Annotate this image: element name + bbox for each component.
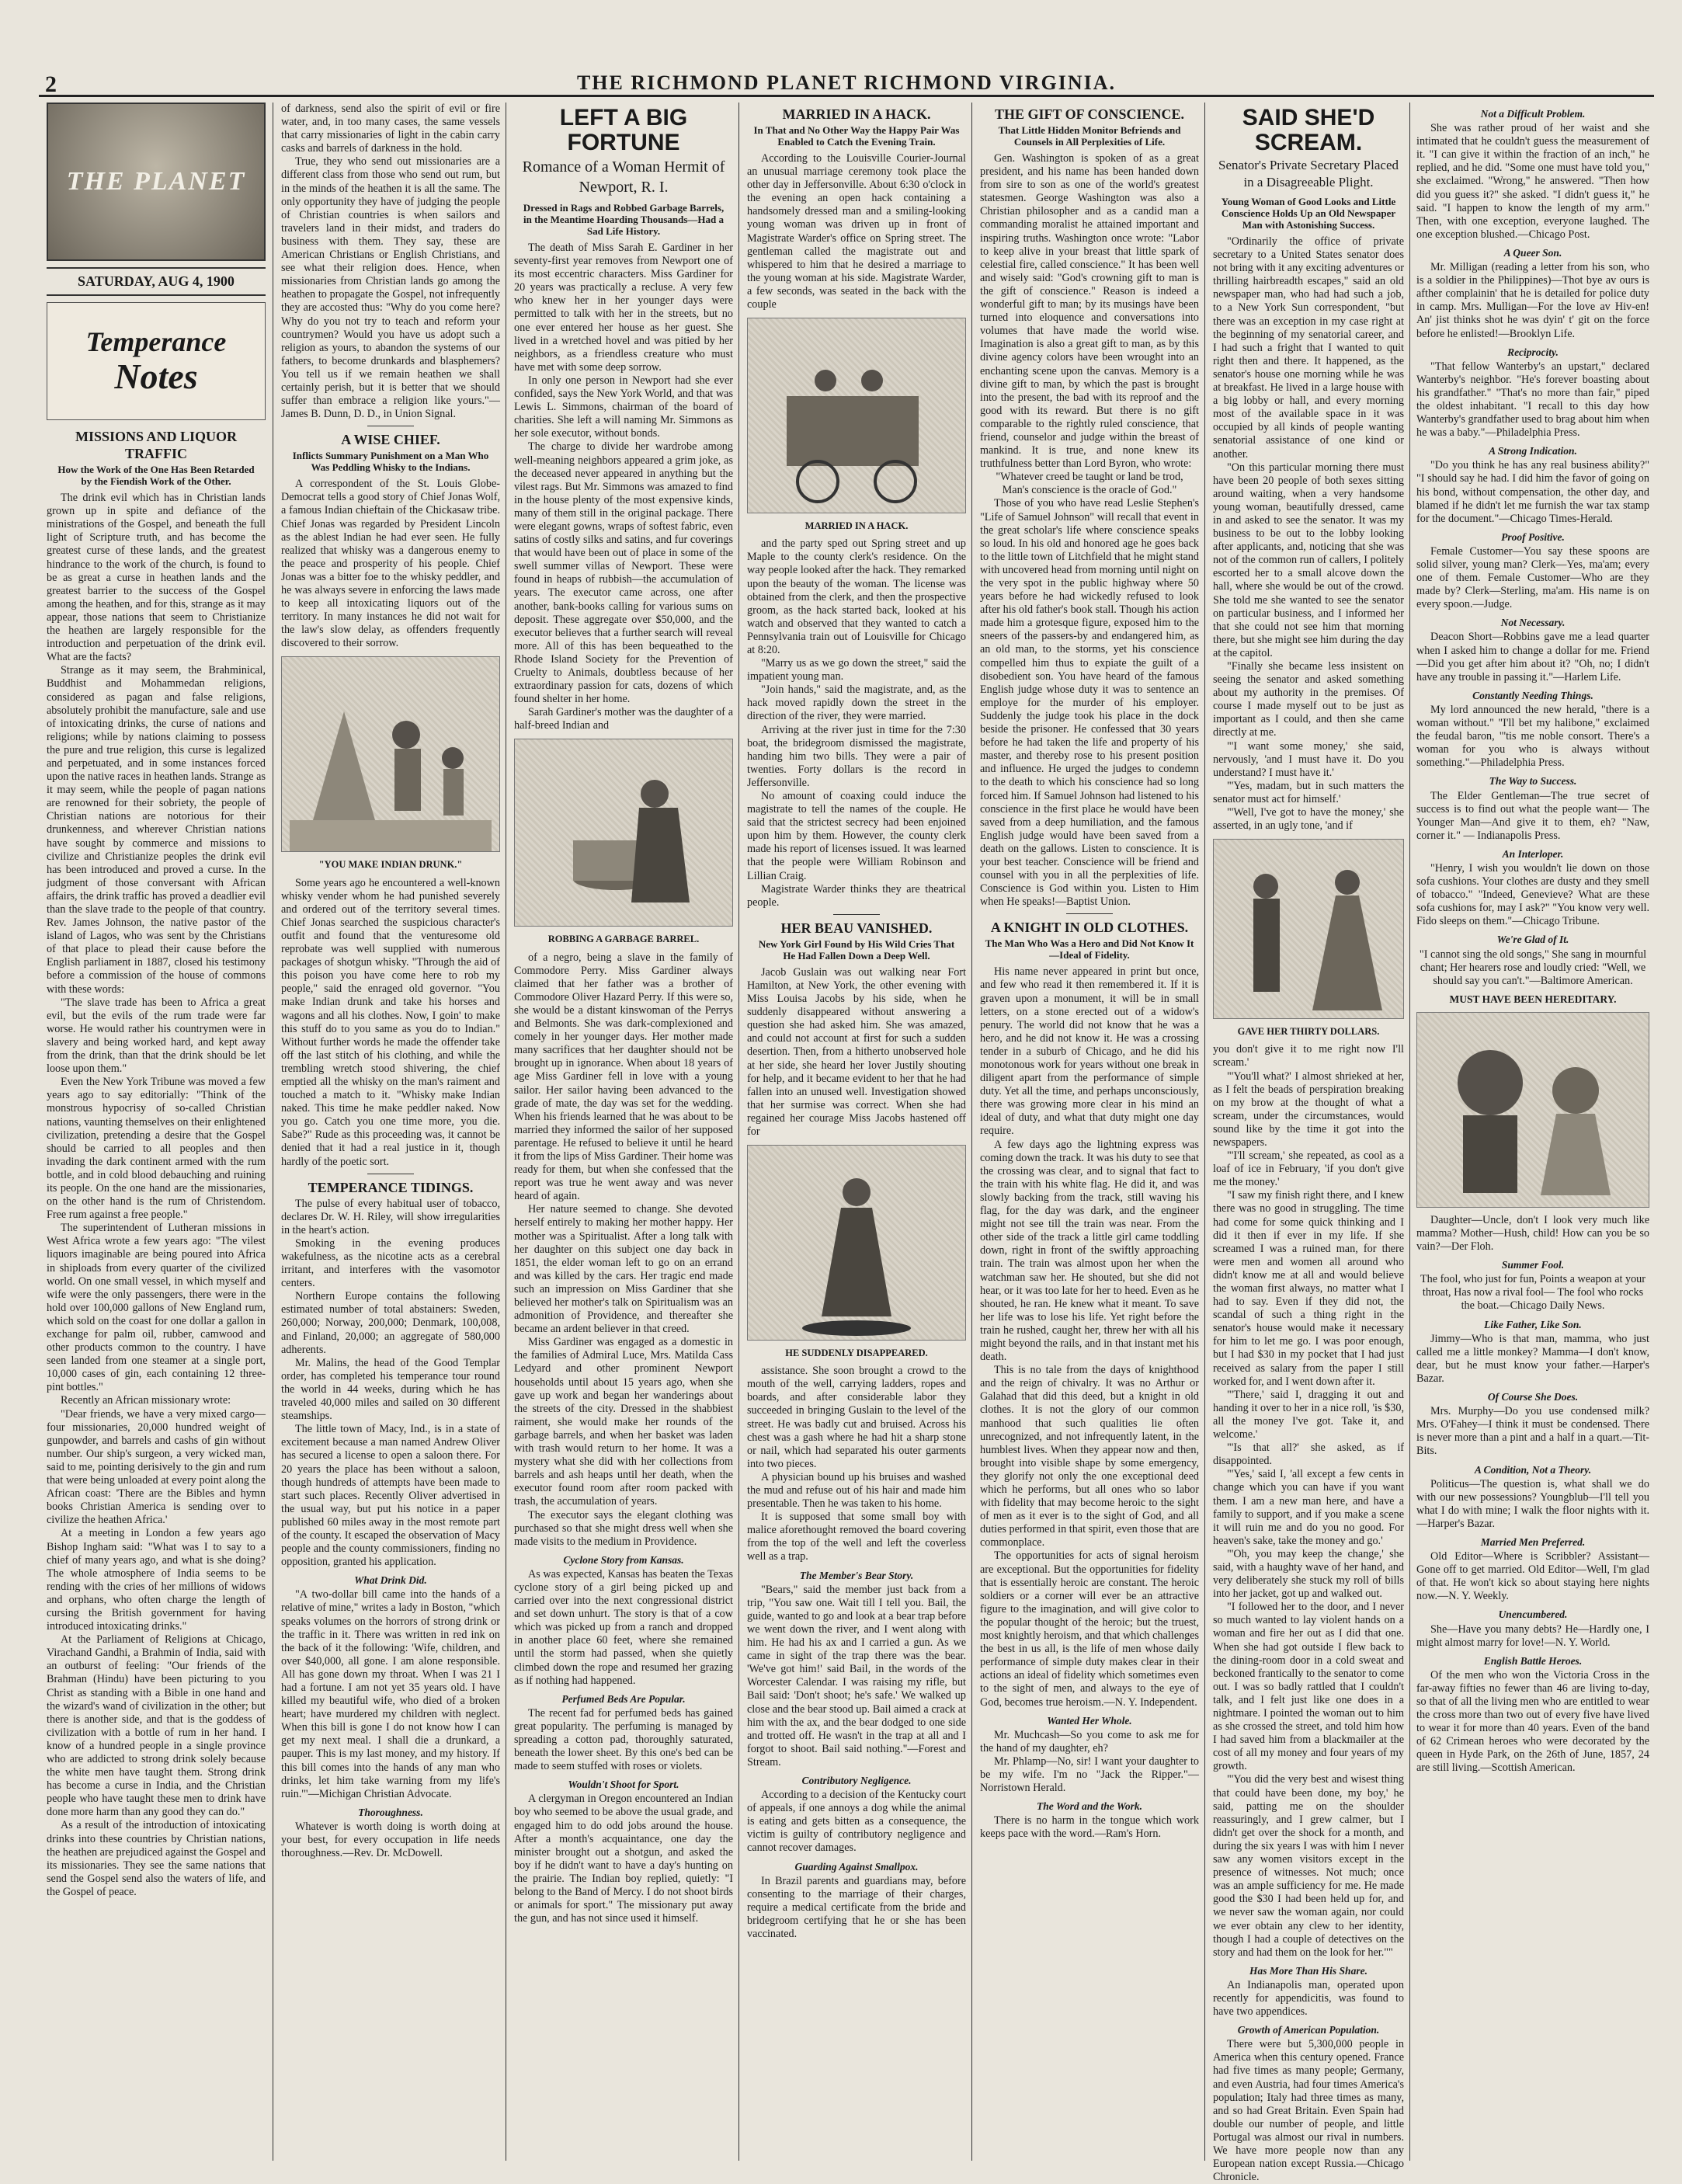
issue-date: SATURDAY, AUG 4, 1900 xyxy=(47,267,266,296)
headline-guarding-smallpox: Guarding Against Smallpox. xyxy=(794,1860,919,1873)
headline-perfumed-beds: Perfumed Beds Are Popular. xyxy=(561,1692,686,1705)
caption-gave-her-thirty-dollars: GAVE HER THIRTY DOLLARS. xyxy=(1237,1026,1380,1038)
column-5: THE GIFT OF CONSCIENCE. That Little Hidden Monitor Befriends and Counsels in All Perplexities of Life. Gen. Washington is spoken of as a great president, and his name has been handed down from sire to son as one of the world's greatest statesmen. George Washington was also a Christian philosopher and as a candid man a commanding moralist he attained important and inspiring truths. Washington once wrote: "Labor to keep alive in your breast that little spark of celestial fire, called conscience." It has been well and wisely said: "God's crowning gift to man is the gift of conscience." Reason is indeed a wonderful gift to man; by its musings have been turned into eloquence and conversations into volumes that have made the world wise. Imagination is also a great gift to man, as by this divine agency colors have been wrought into an enchanting scene upon the canvas. Memory is a divine gift to man, by which the past is brought into the present, the bad with its reproof and the good with its reward. But there is no gift comparable to the rightly ruled conscience, that friend, counselor and judge within the breast of mankind. It is true, and none knew its truthfulness better than Lord Byron, who wrote: "Whatever creed be taught or land be trod, Man's conscience is the oracle of God." Those of you who have read Leslie Stephen's "Life of Samuel Johnson" will recall that event in the great scholar's life where conscience speaks so loud. In his old and honored age he goes back to the little town of Litchfield that he might stand with uncovered head from morning until night on the very spot in the public highway where 50 years before he had wickedly refused to look after his old father's book stall. Though his action made him a grotesque figure, exposed him to the sneers of the passers-by and endangered him, as an old man, to the storms, yet his conscience compelled him thus to expiate the guilt of a disobedient son. You have heard of the famous English judge whose duty it was to sentence an employe for the murder of his employer. Suddenly the judge took his place in the dock beside the prisoner. He confessed that 30 years before he had taken the life and property of his master, and thereby rose to his present position and influence. He urged the judges to condemn to the death to which his conscience had so long forced him. If Samuel Johnson had listened to his conscience in the first place he would have been saved from a deep humiliation, and the famous English judge would have been saved from a death on the gallows. Listen to conscience. It is your best teacher. Conscience will be friend and counsel with you in all the perplexities of life. Conscience is God within you. Listen to Him when He speaks!—Baptist Union. A KNIGHT IN OLD CLOTHES. The Man Who Was a Hero and Did Not Know It—Ideal of Fidelity. His name never appeared in print but once, and few who read it then remembered it. If it is graven upon a monument, it will be in small letters, on a stone erected out of a widow's penury. The world did not know that he was a hero, and he did not know it. He was a crossing tender in a suburb of Chicago, and he did his monotonous work for years without one break in diligent apart from the performance of simple duty. Yet all the time, and perhaps unconsciously, there was growing more clear in his mind an ideal of duty, and what that duty might one day require. A few days ago the lightning express was coming down the track. It was his duty to see that the crossing was clear, and to signal that fact to the train with his white flag. He did it, and was slowly backing from the track, still waving his flag, for the day was dark, and the engineer might not see till the train was near. From the other side of the track a little girl came toddling down, right in front of the swiftly approaching train. The train was almost upon her when the watchman saw her. He shouted, but she did not hear, or it was too late for her to heed. Even as he shouted, he ran. He knew what it meant. To save her life was to lose his life. Yet right before the train he rushed, caught her, threw her with all his might beyond the rails, and in that instant met his death. This is no tale from the days of knighthood and the reign of chivalry. It was no Arthur or Galahad that did this deed, but a knight in old clothes. It is not the glory of our common manhood that such qualities lie often unrecognized, and not infrequently latent, in the humblest lives. When they appear now and then, brought into visible shape by some emergency, they glorify not only the one exceptional deed which he performs, but all ones who so labor with fidelity that may become heroic to the sight of men as it ever is to the sight of God, and all duties performed in that spirit, even those that are commonplace. The opportunities for acts of signal heroism are exceptional. But the opportunities for fidelity that is essentially heroic are constant. The heroic soldiers or a corner will ever be an attractive figure to the imagination, and will give color to the popular thought of the heroic; but the truest, most knightly heroism, and that which challenges the best in us all, is the life of men whose daily performance of simple duty makes clear in their actions an ideal of fidelity which sometimes even to the sight of men, and always to the eye of God, becomes true heroism.—N. Y. Independent. Wanted Her Whole. Mr. Muchcash—So you come to ask me for the hand of my daughter, eh? Mr. Phlamp—No, sir! I want your daughter to be my wife. I'm no "Jack the Ripper."—Norristown Herald. The Word and the Work. There is no harm in the tongue which work keeps pace with the word.—Ram's Horn. xyxy=(980,106,1199,1841)
column-4: MARRIED IN A HACK. In That and No Other Way the Happy Pair Was Enabled to Catch the Evening Train. According to the Louisville Courier-Journal an unusual marriage ceremony took place the other day in Jeffersonville. About 6:30 o'clock in the evening an open hack containing a handsomely dressed man and a smiling-looking young woman was driven up in front of Magistrate Warder's office on Spring street. The gentleman called the magistrate out and whispered to him that he desired a marriage to the young woman at his side. Magistrate Warder, a few seconds, was seated in the back with the couple MARRIED IN A HACK. and the party sped out Spring street and up Maple to the county clerk's residence. On the way people looked after the hack. They remarked upon the beauty of the woman. The license was obtained from the clerk, and then the prospective groom, as the hack started back, looked at his watch and observed that they wanted to catch a Pennsylvania train out of Louisville for Chicago at 8:20. "Marry us as we go down the street," said the impatient young man. "Join hands," said the magistrate, and, as the hack moved rapidly down the street in the direction of the river, they were married. Arriving at the river just in time for the 7:30 boat, the bridegroom dismissed the magistrate, handing him two bills. They were a pair of twenties. Forty dollars is the record in Jeffersonville. No amount of coaxing could induce the magistrate to tell the names of the couple. He said that the strictest secrecy had been enjoined upon him by them. However, the county clerk made his report of licenses issued. It was learned that the people were William Robinson and Lillian Craig. Magistrate Warder thinks they are theatrical people. HER BEAU VANISHED. New York Girl Found by His Wild Cries That He Had Fallen Down a Deep Well. Jacob Guslain was out walking near Fort Hamilton, at New York, the other evening with Miss Louisa Jacobs by his side, when he suddenly disappeared without answering a question she had asked him. She was amazed, and could not account at first for such a sudden desertion. Then, from a hitherto unobserved hole at her side, she heard her lover Justily shouting for help, and it became evident to her that he had fallen into an unused well. Investigation showed that her surmise was correct. When she had regained her courage Miss Jacobs hastened off for HE SUDDENLY DISAPPEARED. assistance. She soon brought a crowd to the mouth of the well, carrying ladders, ropes and boards, and after considerable labor they succeeded in bringing Guslain to the level of the street. He was badly cut and bruised. Across his chest was a gash where he had hit a sharp stone or nail, which had separated his outer garments into two pieces. A physician bound up his bruises and washed the mud and refuse out of his hair and made him presentable. Then he was taken to his home. It is supposed that some small boy with malice aforethought removed the board covering from the top of the well and left the coverless well as a trap. The Member's Bear Story. "Bears," said the member just back from a trip, "You saw one. Wait till I tell you. Bail, the guide, wanted to go and look at a bear trap before we went down the river, and I went along with him. He had his ax and I carried a gun. As we came in sight of the trap there was the bear. 'We've got him!' said Bail, in the words of the Worcester Calendar. I was raising my rifle, but Bail said: 'Don't shoot; he's safe.' We walked up close and the bear stood up. Bail aimed a crack at him with the ax, and the bear dodged to one side and trotted off. He wasn't in the trap at all and I forgot to shoot. Bail said nothing."—Forest and Stream. Contributory Negligence. According to a decision of the Kentucky court of appeals, if one annoys a dog while the animal is eating and gets bitten as a consequence, the victim is guilty of contributory negligence and cannot recover damages. Guarding Against Smallpox. In Brazil parents and guardians may, before consenting to the marriage of their charges, require a medical certificate from the bride and bridegroom certifying that he or she has been vaccinated. xyxy=(747,106,966,1940)
column-2: of darkness, send also the spirit of evil or fire water, and, in too many cases, the same vessels that carry missionaries of light in the cabin carry casks and barrels of darkness in the hold. True, they who send out missionaries are a different class from those who send out rum, but in the minds of the heathen it is all the same. The only opportunity they have of judging the people of Christian countries is when sailors and travelers land in their midst, and traders do business with them. They say, these are American Christians or English Christians, and see what their religion does. Hence, when missionaries from Christian lands go among the heathen to propagate the Gospel, not infrequently they are accosted thus: "Why do you come here? Why do you not try to teach and reform your countrymen? Would you have us adopt such a religion as yours, to abandon the systems of our fathers, to become drunkards and blasphemers? You tell us if we remain heathen we shall certainly perish, but it is better that we should suffer than embrace a religion like yours."—James B. Dunn, D. D., in Union Signal. A WISE CHIEF. Inflicts Summary Punishment on a Man Who Was Peddling Whisky to the Indians. A correspondent of the St. Louis Globe-Democrat tells a good story of Chief Jonas Wolf, a famous Indian chieftain of the Chickasaw tribe. Chief Jonas was regarded by President Lincoln as the ablest Indian he had ever seen. He fully realized that whisky was a dangerous enemy to the peace and prosperity of his people. Chief Jonas was a bitter foe to the whisky peddler, and he was always severe in enforcing the laws made to keep all intoxicating liquors out of the territory. In many instances he did not wait for the law's slow delay, as offenders frequently discovered to their sorrow. "YOU MAKE INDIAN DRUNK." Some years ago he encountered a well-known whisky vender whom he had punished severely and ordered out of the territory several times. Chief Jonas searched the suspicious character's outfit and found that the venturesome old reprobate was well supplied with numerous packages of shotgun whisky. "Through the aid of this poison you have come here to rob my people," said the enraged old governor. "You make Indian drunk and take his horses and wagons and all his clothes. Now, I goin' to make this stuff do to you same as you do to Indian." Without further words he made the offender take off the last stitch of his clothing, and while the trembling wretch stood shivering, the chief emptied all the whisky on the man's raiment and touched a match to it. "Whisky make Indian naked. This time he make peddler naked. Now you go. Catch you one time more, you die. Sabe?" Rude as this proceeding was, it cannot be denied that it had a real justice in it, though hardly of the poetic sort. TEMPERANCE TIDINGS. The pulse of every habitual user of tobacco, declares Dr. W. H. Riley, will show irregularities in the heart's action. Smoking in the evening produces wakefulness, as the nicotine acts as a cerebral irritant, and interferes with the vasomotor centers. Northern Europe contains the following estimated number of total abstainers: Sweden, 260,000; Norway, 200,000; Denmark, 100,008, and Finland, 20,000; an aggregate of 580,000 adherents. Mr. Malins, the head of the Good Templar order, has completed his temperance tour round the world in 44 weeks, during which he has traveled 40,000 miles and sailed on 30 different steamships. The little town of Macy, Ind., is in a state of excitement because a man named Andrew Oliver has secured a license to open a saloon there. For 20 years the place has been without a saloon, though hundreds of attempts have been made to start such places. Recently Oliver advertised in the usual way, but put his notice in a paper published 60 miles away in the most remote part of the county. It escaped the observation of Macy people and the county commissioners, finding no opposition, granted his application. What Drink Did. "A two-dollar bill came into the hands of a relative of mine," writes a lady in Boston, "which speaks volumes on the horrors of strong drink or the traffic in it. There was written in red ink on the back of it the following: 'Wife, children, and over $40,000, all gone. I am alone responsible. All has gone down my throat. When I was 21 I had a fortune. I am not yet 35 years old. I have killed my beautiful wife, who died of a broken heart; have murdered my children with neglect. When this bill is gone I do not know how I can get my next meal. I shall die a drunkard, a pauper. This is my last money, and my history. If this bill comes into the hands of any man who drinks, let him take warning from my life's ruin.'"—Michigan Christian Advocate. Thoroughness. Whatever is worth doing is worth doing at your best, for every occupation in life needs thoroughness.—Rev. Dr. McDowell. xyxy=(281,103,500,1860)
column-3: LEFT A BIG FORTUNE Romance of a Woman Hermit of Newport, R. I. Dressed in Rags and Robbed Garbage Barrels, in the Meantime Hoarding Thousands—Had a Sad Life History. The death of Miss Sarah E. Gardiner in her seventy-first year removes from Newport one of its most eccentric characters. Miss Gardiner for 20 years was practically a recluse. A very few who knew her in her younger days were permitted to talk with her in the streets, but no one ever entered her house as her guest. She lived in a wretched hovel and was pitied by her neighbors, as a friendless creature who must have met with some deep sorrow. In only one person in Newport had she ever confided, says the New York World, and that was Lewis L. Simmons, chairman of the board of charities. She left a will naming Mr. Simmons as her sole executor, without bonds. The charge to divide her wardrobe among well-meaning neighbors appeared a grim joke, as the deceased never appeared in anything but the vilest rags. But Mr. Simmons was amazed to find in the house plenty of the most expensive kinds, many of them still in the original package. There were elegant gowns, wraps of softest fabric, even satins of costly silks and satins, and fur coverings that would have been out of place in some of the swell summer villas of Newport. These were found in heaps of rubbish—the accumulation of years. The executor came across, one after another, bank-books calling for various sums on deposit. These aggregate over $50,000, and the executor believes that a further search will reveal more. All of this has been bequeathed to the Rhode Island Society for the Prevention of Cruelty to Animals, doubtless because of her extraordinary passion for cats, dozens of which found shelter in her home. Sarah Gardiner's mother was the daughter of a half-breed Indian and ROBBING A GARBAGE BARREL. of a negro, being a slave in the family of Commodore Perry. Miss Gardiner always claimed that her father was a brother of Commodore Oliver Hazard Perry. If this were so, she would be a distant kinswoman of the Perrys and Belmonts. She was dark-complexioned and comely in her younger days. Her mother made many sacrifices that her daughter should not be brought up in ignorance. When about 18 years of age Miss Gardiner fell in love with a young sailor. Her sailor having been advanced to the grade of mate, the day was set for the wedding. When his friends learned that he was about to be married they informed the sailor of her supposed parentage. He refused to believe it until he heard it from the lips of Miss Gardiner. Their home was ready for them, but when she confessed that the report was true he went away and was never heard of again. Her nature seemed to change. She devoted herself entirely to making her mother happy. Her mother was a Spiritualist. After a long talk with her daughter on this subject one day back in 1851, the elder woman left to go on an errand and was killed by the cars. Her tragic end made such an impression on Miss Gardiner that she believed her mother's talk on Spiritualism was an admonition of Providence, and thereafter she became an ardent believer in that creed. Miss Gardiner was engaged as a domestic in the families of Admiral Luce, Mrs. Matilda Cass Ledyard and other prominent Newport households until about 15 years ago, when she gave up work and began her wanderings about the streets of the city. Dressed in the shabbiest raiment, she would make her rounds of the garbage barrels, and when her basket was laden with trash would return to her home. It was a mystery what she did with her collections from barrels and ash heaps until her death, when the executor found room after room packed with trash, the accumulation of years. The executor says the elegant clothing was purchased so that she might dress well when she made visits to the medium in Providence. Cyclone Story from Kansas. As was expected, Kansas has beaten the Texas cyclone story of a girl being picked up and carried over into the next congressional district and set down unhurt. The story is that of a cow which was picked up from a ranch and dropped in another place 60 feet, where she remained until the storm had passed, when she quietly climbed down the rope and resumed her grazing as if nothing had happened. Perfumed Beds Are Popular. The recent fad for perfumed beds has gained great popularity. The perfuming is managed by spreading a cotton pad, thoroughly saturated, beneath the lower sheet. By this one's bed can be made to seem stuffed with roses or violets. Wouldn't Shoot for Sport. A clergyman in Oregon encountered an Indian boy who seemed to be above the usual grade, and engaged him to do odd jobs around the house. After a month's acquaintance, one day the minister brought out a shotgun, and asked the boy if he didn't want to have a day's hunting on the prairie. The Indian boy replied, quietly: "I belong to the Band of Mercy. I do not shoot birds or animals for sport." The missionary put away the gun, and has not since used it himself. xyxy=(514,105,733,1925)
headline-wanted-her-whole: Wanted Her Whole. xyxy=(1047,1714,1132,1727)
caption-he-suddenly-disappeared: HE SUDDENLY DISAPPEARED. xyxy=(785,1348,928,1359)
deck-gift-of-conscience: That Little Hidden Monitor Befriends and Counsels in All Perplexities of Life. xyxy=(998,124,1181,148)
headline-missions: MISSIONS AND LIQUOR TRAFFIC xyxy=(75,429,238,462)
column-6: SAID SHE'D SCREAM. Senator's Private Secretary Placed in a Disagreeable Plight. Young Woman of Good Looks and Little Conscience Holds Up an Old Newspaper Man with Astonishing Success. "Ordinarily the office of private secretary to a United States senator does not bring with it any exciting adventures or thrilling hairbreadth escapes," said an old newspaper man, who had had such a job, to a New York Sun correspondent, "but there was an exception in my case right at the beginning of my senatorial career, and I had such a fright that I wanted to quit right then and there. It happened, as the senator's house one morning while he was at breakfast. He lived in a large house with a big lobby or hall, and every morning most of the available space in it was occupied by all kinds of people wanting senatorial assistance of one kind or another. "On this particular morning there must have been 20 people of both sexes sitting around waiting, when a very handsome young woman, beautifully dressed, came in and asked to see the senator. It was my business to be out to the lobby looking after applicants, and, noticing that she was not of the common run of callers, I politely escorted her to a small alcove down the hall, where she would be out of the crowd. She told me she wanted to see the senator on particular business, and I informed her that she could not see him that morning there, but she might see him during the day at the capitol. "Finally she became less insistent on seeing the senator and asked something about my authority in the premises. Of course I made myself out to be just as important as I could, and then she came directly at me. "'I want some money,' she said, nervously, 'and I must have it. Do you understand? I must have it.' "'Yes, madam, but in such matters the senator must act for himself.' "'Well, I've got to have the money,' she asserted, in an ugly tone, 'and if GAVE HER THIRTY DOLLARS. you don't give it to me right now I'll scream.' "'You'll what?' I almost shrieked at her, as I felt the beads of perspiration breaking on my brow at the thought of what a scream, under the circumstances, would sound like by the time it got into the newspapers. "'I'll scream,' she repeated, as cool as a loaf of ice in February, 'if you don't give me the money.' "I saw my finish right there, and I knew there was no good in struggling. The time had come for some quick thinking and I did it then if ever in my life. If she screamed I was a ruined man, for there were men and women all around who didn't know me at all and would believe the woman first always, no matter what I had to say. Even if they did not, the scandal of such a thing right in the senator's house would make it necessary for him to let me go. I was poor enough, but I had $30 in my pocket that I had just received as salary from the paper I still worked for, and I went down after it. "'There,' said I, dragging it out and handing it over to her in a nice roll, 'is $30, all the money I've got. Take it, and welcome.' "'Is that all?' she asked, as if disappointed. "'Yes,' said I, 'all except a few cents in change which you can have if you want them. I am a new man here, and have a family to support, and if you make a scene it will ruin me and do you no good. For heaven's sake, take the money and go.' "'Oh, you may keep the change,' she said, with a haughty wave of her hand, and very deliberately she stuck my roll of bills into her jacket, got up and walked out. "I followed her to the door, and I never so much wanted to lay violent hands on a woman and fire her out as I did that one. When she had got outside I flew back to the dining-room door in a cold sweat and beckoned frantically to the senator to come out. I was so badly rattled that I couldn't talk, and I felt just like one does in a nightmare. I pointed the woman out to him as she crossed the street, and told him how I had saved him from a blackmailer at the cost of all my money and four years of my growth. "'You did the very best and wisest thing that could have been done, my boy,' he said, patting me on the shoulder reassuringly, and I grew calmer, but I didn't get over the shock for a month, and during the six years I was with him I never saw any women visitors except in the presence of witnesses. Not much; once was an ample sufficiency for me. He made good the $30 I had been held up for, and we never saw the woman again, nor could we ever obtain any clew to her identity, though I had a couple of detectives on the story and had them on the look for her."" Has More Than His Share. An Indianapolis man, operated upon recently for appendicitis, was found to have two appendices. Growth of American Population. There were but 5,300,000 people in America when this century opened. France had five times as many people; Germany, and even Austria, had four times America's population; Italy had three times as many, and so had Great Britain. Even Spain had double our number of people, and little Portugal was almost our rival in numbers. We have more people now than any European nation except Russia.—Chicago Chronicle. xyxy=(1213,105,1404,2184)
headline-word-and-work: The Word and the Work. xyxy=(1037,1800,1142,1813)
illustration-garbage-barrel xyxy=(514,739,733,927)
headline-knight-in-old-clothes: A KNIGHT IN OLD CLOTHES. xyxy=(990,920,1189,936)
article-missions-body: The drink evil which has in Christian lands grown up in spite and defiance of the ministrations of the Gospel, and beneath the full light of Scripture truth, and has become the greatest curse of these lands, and the greatest hindrance to the work of the church, is found to be as great a curse in heathen lands and the greatest barrier to the success of the Gospel among the heathen, and for this, strange as it may appear, those nations that seem to Christianize the heathen are largely responsible for the introduction and perpetuation of the drink evil. What are the facts? Strange as it may seem, the Brahminical, Buddhist and Mohammedan religions, considered as pagan and false religions, absolutely prohibit the manufacture, sale and use of intoxicating drinks, the curse of nations and religions; while by nations claiming to possess the pure and true religion, this curse is legalized and perpetuated, and in some instances forced upon the native races in heathen lands. Strange as it may seem, while the people of pagan nations are renowned for their sobriety, the people of Christian nations are notorious for their drunkenness, and wherever Christian nations have sought by commerce and missions to civilize and Christianize peoples the drink evil has been introduced and proved a curse. In the judgment of those conversant with African affairs, the drink traffic has proved a deadlier evil than the slave trade to the people of that country. Rev. James Johnson, the native pastor of the island of Lagos, who was sent by the Christians of that place to plead their cause before the English parliament in 1887, closed his testimony before a commission of the house of commons with these words: "The slave trade has been to Africa a great evil, but the evils of the rum trade were far worse. He would rather his countrymen were in slavery and being worked hard, and kept away from the drink, than that the drink should be let loose upon them." Even the New York Tribune was moved a few years ago to say editorially: "Think of the monstrous hypocrisy of so-called Christian nations, vaunting themselves on their enlightened civilization, pretending a desire that the Gospel should be carried to all peoples and then invading the dark continent armed with the rum bottle, and in cold blood debauching and ruining its people. On the one hand are the missionaries, on the other hand is the rum of Christendom. Free rum against a free people." The superintendent of Lutheran missions in West Africa wrote a few years ago: "The vilest liquors imaginable are being poured into Africa in shiploads from every quarter of the civilized world. On one small vessel, in which myself and wife were the only passengers, there were in the hold over 100,000 gallons of New England rum, which sold on the coast for one dollar a gallon in exchange for palm oil, rubber, camwood and other products common to the country. I have seen landed from one steamer at a single port, 10,000 cases of gin, each containing 12 three-pint bottles." Recently an African missionary wrote: "Dear friends, we have a very mixed cargo—four missionaries, 20,000 hundred weight of gunpowder, and barrels and cashs of gin without number. Our ship's surgeon, a very wicked man, said to me, pointing derisively to the gin and rum that were being unloaded at every point along the African coast: 'There are the Bibles and hymn books Christian America is sending over to civilize the heathen Africa.' At a meeting in London a few years ago Bishop Ingham said: "What was I to say to a chief of many years ago, and what is she doing? The whole atmosphere of India seems to be rending with the cries of her millions of widows and orphans, who often charge the length of cursing the British government for having introduced intoxicating drinks." At the Parliament of Religions at Chicago, Virachand Gandhi, a Brahmin of India, said with an outburst of feeling: "Our friends of the Brahman (Hindu) have been picturing to you Christ as standing with a Bible in one hand and the wizard's wand of civilization in the other; but there is another side, and that is the goddess of civilization with a bottle of rum in her hand. I know of a hundred people in a single province who are addicted to strong drink solely because the white men have taught them. Strong drink has become a curse in India, and the Christian people who have taught these men to drink have done more harm than any good they can do." As a result of the introduction of intoxicating drinks into these countries by Christian nations, the heathen are prejudiced against the Gospel and its missionaries. They see the same nations that send the Gospel send also the waters of life, and the Gospel of peace. xyxy=(47,492,266,1898)
hereditary-caption-text: Daughter—Uncle, don't I look very much like mamma? Mother—Hush, child! How can you be so vain?—Der Floh. xyxy=(1416,1213,1649,1254)
headline-married-in-a-hack: MARRIED IN A HACK. xyxy=(782,106,931,122)
deck-said-shed-scream: Young Woman of Good Looks and Little Conscience Holds Up an Old Newspaper Man with Astonishing Success. xyxy=(1221,196,1396,231)
deck-knight-in-old-clothes: The Man Who Was a Hero and Did Not Know It—Ideal of Fidelity. xyxy=(985,937,1194,962)
headline-said-shed-scream: SAID SHE'D SCREAM. xyxy=(1242,105,1375,155)
column-7 xyxy=(1416,103,1649,2161)
subhead-senators-secretary: Senator's Private Secretary Placed in a Disagreeable Plight. xyxy=(1218,158,1399,190)
headline-temperance-tidings: TEMPERANCE TIDINGS. xyxy=(308,1179,474,1195)
headline-her-beau-vanished: HER BEAU VANISHED. xyxy=(780,920,933,936)
column-rule xyxy=(971,103,972,2161)
subhead-romance-hermit: Romance of a Woman Hermit of Newport, R. I. xyxy=(522,158,725,196)
column-rule xyxy=(738,103,739,2161)
page-header xyxy=(39,71,1654,97)
deck-married-in-a-hack: In That and No Other Way the Happy Pair Was Enabled to Catch the Evening Train. xyxy=(753,124,960,148)
page-number: 2 xyxy=(45,71,57,97)
column-rule xyxy=(1409,103,1410,2161)
caption-robbing-garbage-barrel: ROBBING A GARBAGE BARREL. xyxy=(547,934,700,945)
headline-members-bear-story: The Member's Bear Story. xyxy=(799,1569,914,1581)
headline-gift-of-conscience: THE GIFT OF CONSCIENCE. xyxy=(994,106,1185,122)
illustration-hack-wedding xyxy=(747,318,966,513)
caption-married-in-a-hack: MARRIED IN A HACK. xyxy=(805,520,909,532)
deck-missions: How the Work of the One Has Been Retarded by the Fiendish Work of the Other. xyxy=(57,464,255,488)
deck-wise-chief: Inflicts Summary Punishment on a Man Who Was Peddling Whisky to the Indians. xyxy=(292,450,489,474)
article-missions-continued: of darkness, send also the spirit of evil or fire water, and, in too many cases, the same vessels that carry missionaries of light in the cabin carry casks and barrels of darkness in the hold. True, they who send out missionaries are a different class from those who send out rum, but in the minds of the heathen it is all the same. The only opportunity they have of judging the people of Christian countries is when sailors and travelers land in their midst, and traders do business with them. They say, these are American Christians or English Christians, and see what their religion does. Hence, when missionaries from Christian lands go among the heathen to propagate the Gospel, not infrequently they are accosted thus: "Why do you come here? Why do you not try to teach and reform your countrymen? Would you have us adopt such a religion as yours, to abandon the systems of our fathers, to become drunkards and blasphemers? You tell us if we remain heathen we shall certainly perish, but it is better that we should suffer than embrace a religion like yours."—James B. Dunn, D. D., in Union Signal. xyxy=(281,103,500,421)
deck-her-beau-vanished: New York Girl Found by His Wild Cries That He Had Fallen Down a Deep Well. xyxy=(758,937,955,962)
caption-you-make-indian-drunk: "YOU MAKE INDIAN DRUNK." xyxy=(318,859,463,871)
humor-items: Not a Difficult Problem. She was rather proud of her waist and she intimated that he couldn't guess the measurement of it. "I can give it within the fraction of an inch," he replied, and he did. "Some one must have told you," she exclaimed. "Wrong," he answered. "Then how did you guess it?" she asked. "I didn't guess it," he said. "I happen to know the length of my arm." Then, with one exception, everyone laughed. The one exception blushed.—Chicago Post. A Queer Son. Mr. Milligan (reading a letter from his son, who is a soldier in the Philippines)—Thot bye av ours is afther complainin' that he is detailed for police duty in camp. Mrs. Mulligan—For the love av Hiv-en! An' jist thinks shot he was dyin' t' git on the force before he enlisted!—Brooklyn Life. Reciprocity. "That fellow Wanterby's an upstart," declared Wanterby's neighbor. "He's forever boasting about his grandfather." "That's no more than fair," piped the oldest inhabitant. "I recall to this day how Wanterby's grandfather used to brag about him when he was a baby."—Philadelphia Press. A Strong Indication. "Do you think he has any real business ability?" "I should say he had. I did him the favor of going on his bond, without compensation, the other day, and blamed if he didn't let me furnish the war tax stamp for the document."—Chicago Times-Herald. Proof Positive. Female Customer—You say these spoons are solid silver, young man? Clerk—Yes, ma'am; every one of them. Female Customer—Who are they made by? Clerk—Sterling, ma'am. His name is on every spoon.—Judge. Not Necessary. Deacon Short—Robbins gave me a lead quarter when I asked him to change a dollar for me. Friend—Did you get after him about it? "Oh, no; I didn't have any trouble in passing it."—Harlem Life. Constantly Needing Things. My lord announced the new herald, "there is a woman without." "I'll bet my halibone," exclaimed the feudal baron, "'tis me noble consort. There's a woman for you who is always without something."—Philadelphia Press. The Way to Success. The Elder Gentleman—The true secret of success is to find out what the people want— The Younger Man—And give it to them, eh? "Naw, corner it." — Indianapolis Press. An Interloper. "Henry, I wish you wouldn't lie down on those sofa cushions. Your clothes are dusty and they smell of tobacco." "Indeed, Genevieve? What are these sofa cushions for, may I ask?" "You know very well. Fido sleeps on them."—Chicago Tribune. We're Glad of It. "I cannot sing the old songs," She sang in mournful chant; Her hearers rose and loudly cried: "Well, we should say you can't."—Baltimore American. MUST HAVE BEEN HEREDITARY. xyxy=(1416,108,1649,1005)
illustration-hereditary xyxy=(1416,1012,1649,1208)
newspaper-title: THE RICHMOND PLANET RICHMOND VIRGINIA. xyxy=(576,71,1117,94)
column-rule xyxy=(1204,103,1205,2161)
temperance-notes-banner: Temperance Notes xyxy=(47,302,266,420)
illustration-senator-secretary xyxy=(1213,839,1404,1019)
humor-items-2: Summer Fool. The fool, who just for fun, Points a weapon at your throat, Has now a rival fool— The fool who rocks the boat.—Chicago Daily News. Like Father, Like Son. Jimmy—Who is that man, mamma, who just called me a little monkey? Mamma—I don't know, dear, but he must know your father.—Harper's Bazar. Of Course She Does. Mrs. Murphy—Do you use condensed milk? Mrs. O'Fahey—I think it must be condensed. There is never more than a pint and a half in a quart.—Tit-Bits. A Condition, Not a Theory. Politicus—The question is, what shall we do with our new possessions? Youngblub—I'll tell you what I do with mine; I walk the floor nights with it.—Harper's Bazar. Married Men Preferred. Old Editor—Where is Scribbler? Assistant—Gone off to get married. Old Editor—Well, I'm glad of that. He won't kick so about staying here nights now.—N. Y. Weekly. Unencumbered. She—Have you many debts? He—Hardly one, I might almost marry for love!—N. Y. World. English Battle Heroes. Of the men who won the Victoria Cross in the far-away fifties no fewer than 46 are living to-day, so that of all the living men who are entitled to wear the cross more than two out of every five have lived to wear it for more than 40 years. Even of the band of 62 Crimean heroes who were decorated by the queen in Hyde Park, on the 26th of June, 1857, 24 are still living.—Scottish American. xyxy=(1416,1259,1649,1775)
headline-thoroughness: Thoroughness. xyxy=(358,1806,423,1818)
headline-growth-population: Growth of American Population. xyxy=(1237,2024,1380,2036)
headline-left-a-big-fortune: LEFT A BIG FORTUNE xyxy=(559,105,688,155)
deck-left-a-big-fortune: Dressed in Rags and Robbed Garbage Barrels, in the Meantime Hoarding Thousands—Had a Sad Life History. xyxy=(523,202,725,237)
headline-more-than-his-share: Has More Than His Share. xyxy=(1249,1964,1367,1977)
illustration-woman-at-well xyxy=(747,1145,966,1341)
headline-cyclone-story: Cyclone Story from Kansas. xyxy=(563,1553,684,1566)
headline-wouldnt-shoot: Wouldn't Shoot for Sport. xyxy=(568,1779,679,1791)
illustration-indian-chief xyxy=(281,656,500,852)
headline-wise-chief: A WISE CHIEF. xyxy=(341,432,440,448)
headline-what-drink-did: What Drink Did. xyxy=(354,1574,427,1587)
column-1 xyxy=(47,103,266,2161)
headline-contributory-negligence: Contributory Negligence. xyxy=(801,1774,912,1786)
planet-masthead-engraving: THE PLANET xyxy=(47,103,266,261)
